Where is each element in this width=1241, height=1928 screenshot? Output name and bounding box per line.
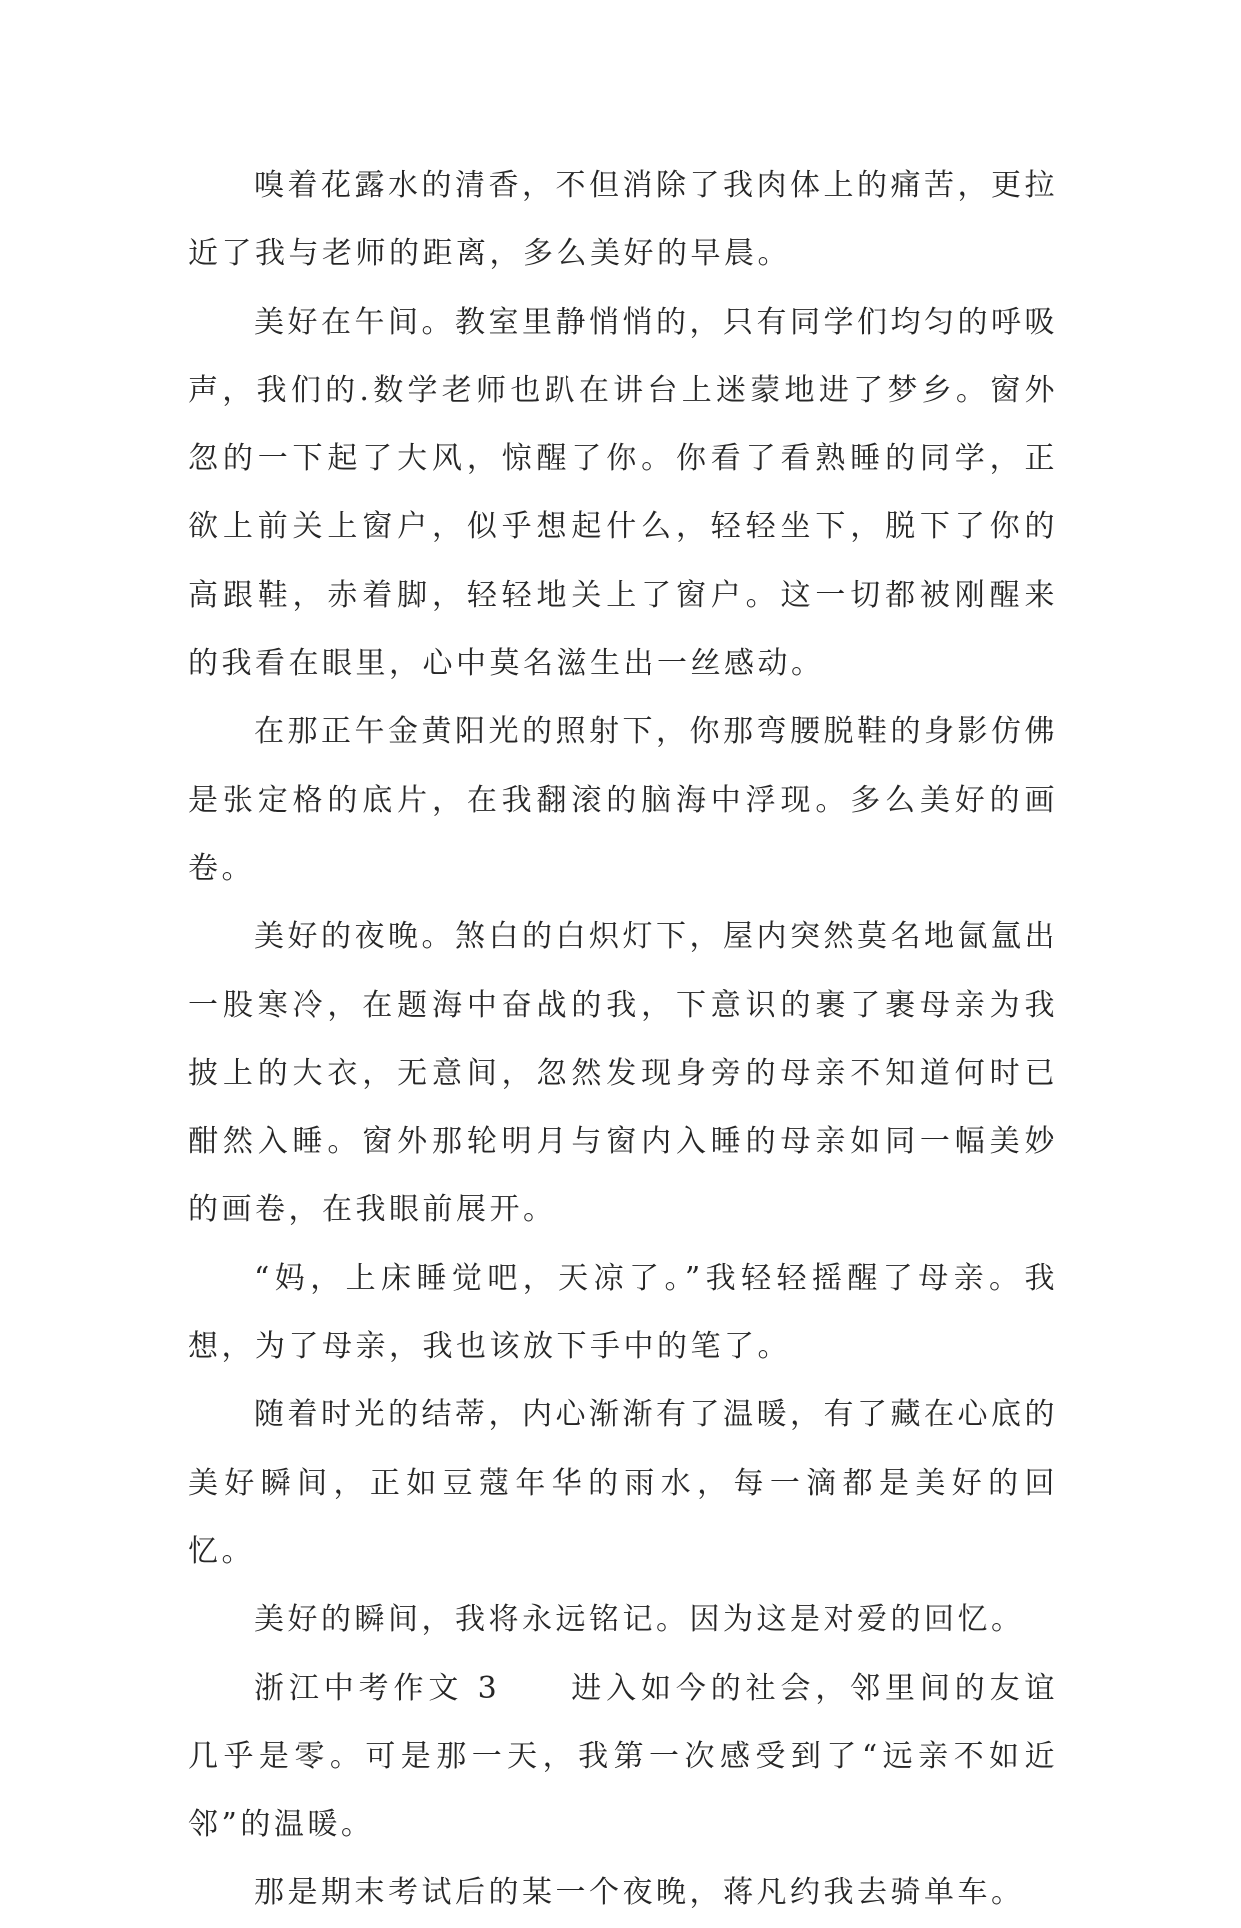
paragraph-9: 那是期末考试后的某一个夜晚，蒋凡约我去骑单车。 bbox=[254, 1875, 1025, 1911]
paragraph-2: 美好在午间。教室里静悄悄的，只有同学们均匀的呼吸声，我们的.数学老师也趴在讲台上迷蒙地进了梦乡。窗外忽的一下起了大风，惊醒了你。你看了看熟睡的同学，正欲上前关上窗户，似乎想起什么，轻轻坐下，脱下了你的高跟鞋，赤着脚，轻轻地关上了窗户。这一切都被刚醒来的我看在眼里，心中莫名滋生出一丝感动。 bbox=[188, 304, 1058, 682]
paragraph-4: 美好的夜晚。煞白的白炽灯下，屋内突然莫名地氤氲出一股寒冷，在题海中奋战的我，下意识的裹了裹母亲为我披上的大衣，无意间，忽然发现身旁的母亲不知道何时已酣然入睡。窗外那轮明月与窗内入睡的母亲如同一幅美妙的画卷，在我眼前展开。 bbox=[188, 919, 1058, 1228]
paragraph-5: “妈，上床睡觉吧，天凉了。”我轻轻摇醒了母亲。我想，为了母亲，我也该放下手中的笔了。 bbox=[188, 1260, 1058, 1365]
paragraph-6: 随着时光的结蒂，内心渐渐有了温暖，有了藏在心底的美好瞬间，正如豆蔻年华的雨水，每一滴都是美好的回忆。 bbox=[188, 1397, 1058, 1569]
document-body bbox=[188, 152, 1058, 1928]
paragraph-8: 浙江中考作文 3 进入如今的社会，邻里间的友谊几乎是零。可是那一天，我第一次感受到了“远亲不如近邻”的温暖。 bbox=[188, 1670, 1058, 1843]
paragraph-7: 美好的瞬间，我将永远铭记。因为这是对爱的回忆。 bbox=[254, 1602, 1025, 1638]
paragraph-3: 在那正午金黄阳光的照射下，你那弯腰脱鞋的身影仿佛是张定格的底片，在我翻滚的脑海中浮现。多么美好的画卷。 bbox=[188, 714, 1058, 886]
paragraph-1: 嗅着花露水的清香，不但消除了我肉体上的痛苦，更拉近了我与老师的距离，多么美好的早晨。 bbox=[188, 168, 1058, 272]
